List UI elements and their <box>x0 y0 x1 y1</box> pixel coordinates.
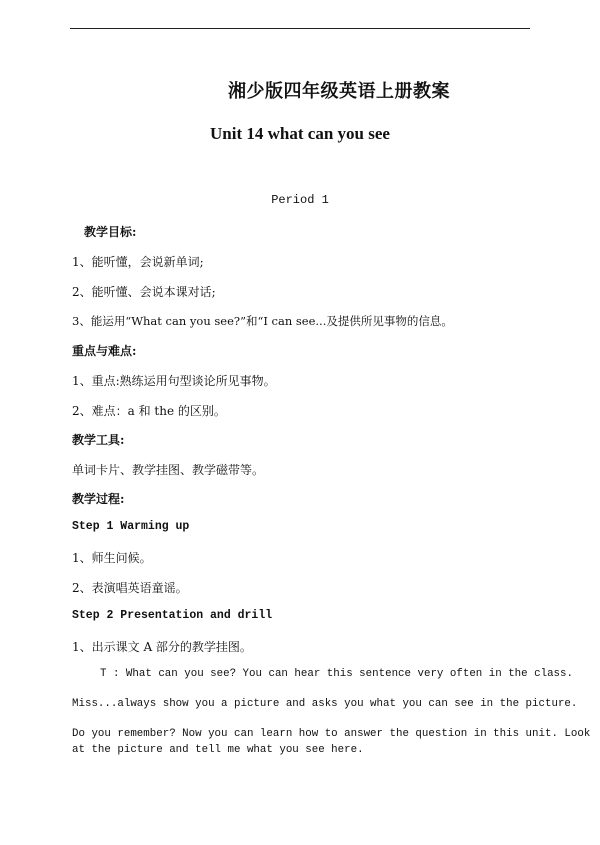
document-title: 湘少版四年级英语上册教案 <box>228 81 450 102</box>
step2-paragraph-2: Miss...always show you a picture and asks you what you can see in the picture. <box>72 698 578 710</box>
period-label: Period 1 <box>271 193 329 207</box>
step2-paragraph-1: T : What can you see? You can hear this sentence very often in the class. <box>100 668 573 680</box>
step1-heading: Step 1 Warming up <box>72 520 190 533</box>
objective-item-1: 1、能听懂，会说新单词; <box>72 255 204 269</box>
process-heading: 教学过程: <box>72 492 125 506</box>
objective-item-3: 3、能运用“What can you see?”和“I can see...及提供所见事物的信息。 <box>72 314 453 328</box>
unit-title: Unit 14 what can you see <box>210 124 390 143</box>
key-points-heading: 重点与难点: <box>72 344 137 358</box>
step1-item-1: 1、师生问候。 <box>72 551 152 565</box>
step2-paragraph-3-line-1: Do you remember? Now you can learn how to answer the question in this unit. Look <box>72 728 591 740</box>
step2-paragraph-3-line-2: at the picture and tell me what you see here. <box>72 744 364 756</box>
tools-text: 单词卡片、教学挂图、教学磁带等。 <box>72 463 265 477</box>
header-rule <box>70 28 530 29</box>
objective-item-2: 2、能听懂、会说本课对话; <box>72 285 216 299</box>
objectives-heading: 教学目标: <box>84 225 137 239</box>
key-point-item-1: 1、重点:熟练运用句型谈论所见事物。 <box>72 374 276 388</box>
key-point-item-2: 2、难点：a 和 the 的区别。 <box>72 404 226 418</box>
step1-item-2: 2、表演唱英语童谣。 <box>72 581 188 595</box>
step2-item-1: 1、出示课文 A 部分的教学挂图。 <box>72 640 252 654</box>
tools-heading: 教学工具: <box>72 433 125 447</box>
step2-heading: Step 2 Presentation and drill <box>72 609 273 622</box>
